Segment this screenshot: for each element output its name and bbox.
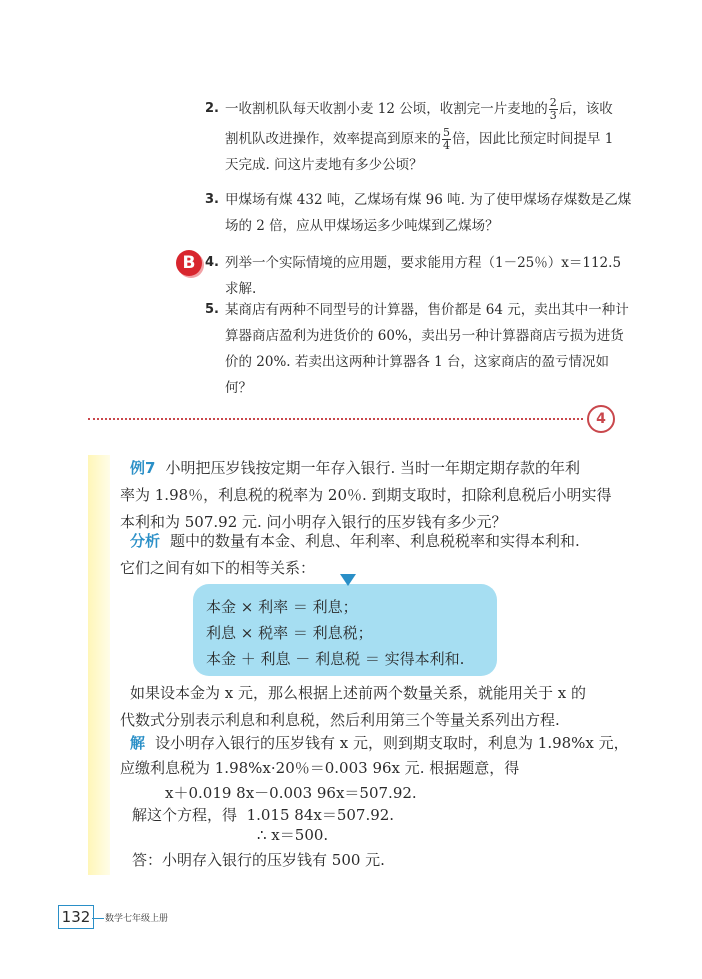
equation: ∴ x＝500. xyxy=(257,826,329,844)
level-b-badge: B xyxy=(176,250,202,276)
margin-highlight xyxy=(88,455,110,875)
example-line: 率为 1.98％，利息税的税率为 20％. 到期支取时，扣除利息税后小明实得 xyxy=(120,486,612,504)
exercise-line: 甲煤场有煤 432 吨，乙煤场有煤 96 吨. 为了使甲煤场存煤数是乙煤 xyxy=(225,192,632,208)
exercise-number: 5. xyxy=(205,302,219,317)
relation-line: 本金 × 利率 ＝ 利息； xyxy=(206,598,358,616)
page-number-tail xyxy=(92,918,104,919)
analysis-line: 题中的数量有本金、利息、年利率、利息税税率和实得本利和. xyxy=(170,532,580,550)
fraction-numerator: 2 xyxy=(549,96,557,109)
explanation-line: 代数式分别表示利息和利息税，然后利用第三个等量关系列出方程. xyxy=(120,711,560,729)
exercise-line: 列举一个实际情境的应用题，要求能用方程（1－25％）x＝112.5 xyxy=(225,255,622,271)
fraction xyxy=(442,127,451,152)
exercise-3 xyxy=(205,187,635,239)
analysis-line: 它们之间有如下的相等关系： xyxy=(120,559,316,577)
exercise-line: 价的 20%. 若卖出这两种计算器各 1 台，这家商店的盈亏情况如何？ xyxy=(225,354,610,396)
solution-line: 设小明存入银行的压岁钱有 x 元，则到期支取时，利息为 1.98%x 元， xyxy=(155,734,629,752)
exercise-line: 求解. xyxy=(225,281,257,297)
exercise-4 xyxy=(205,250,635,302)
solution xyxy=(130,730,630,757)
solution-line: 应缴利息税为 1.98%x·20％＝0.003 96x 元. 根据题意，得 xyxy=(120,759,520,777)
exercise-line: 场的 2 倍，应从甲煤场运多少吨煤到乙煤场？ xyxy=(225,218,499,234)
exercise-number: 4. xyxy=(205,255,219,270)
example-line: 本利和为 507.92 元. 问小明存入银行的压岁钱有多少元？ xyxy=(120,513,507,531)
section-number-badge: 4 xyxy=(587,405,615,433)
example-7 xyxy=(130,455,630,482)
example-label: 例7 xyxy=(130,459,156,477)
explanation-line: 如果设本金为 x 元，那么根据上述前两个数量关系，就能用关于 x 的 xyxy=(130,684,586,702)
exercise-line: 算器商店盈利为进货价的 60%，卖出另一种计算器商店亏损为进货 xyxy=(225,328,624,344)
text: 割机队改进操作，效率提高到原来的 xyxy=(225,131,441,147)
text: 后，该收 xyxy=(558,101,613,117)
fraction-denominator: 3 xyxy=(549,109,557,122)
text: 一收割机队每天收割小麦 12 公顷，收割完一片麦地的 xyxy=(225,101,548,117)
equation-label: 解这个方程，得 xyxy=(132,806,238,824)
exercise-number: 3. xyxy=(205,192,219,207)
exercise-line xyxy=(225,126,635,152)
fraction-denominator: 4 xyxy=(443,139,450,152)
exercise-5 xyxy=(205,297,635,401)
answer: 答：小明存入银行的压岁钱有 500 元. xyxy=(132,851,385,869)
example-line: 小明把压岁钱按定期一年存入银行. 当时一年期定期存款的年利 xyxy=(165,459,580,477)
exercise-2 xyxy=(205,96,635,178)
analysis xyxy=(130,528,630,555)
equation: 1.015 84x＝507.92. xyxy=(246,806,395,824)
exercise-line: 某商店有两种不同型号的计算器，售价都是 64 元，卖出其中一种计 xyxy=(225,302,629,318)
book-title: 数学七年级上册 xyxy=(105,914,169,924)
equation: x＋0.019 8x－0.003 96x＝507.92. xyxy=(165,784,417,802)
exercise-number: 2. xyxy=(205,101,219,116)
page-number: 132 xyxy=(58,905,94,929)
exercise-line: 天完成. 问这片麦地有多少公顷？ xyxy=(225,157,423,173)
text: 倍，因此比预定时间提早 1 xyxy=(452,131,614,147)
relation-line: 利息 × 税率 ＝ 利息税； xyxy=(206,624,373,642)
exercise-line xyxy=(225,96,635,122)
fraction xyxy=(549,97,558,122)
analysis-label: 分析 xyxy=(130,532,161,550)
relation-line: 本金 ＋ 利息 － 利息税 ＝ 实得本利和. xyxy=(206,650,465,668)
fraction-numerator: 5 xyxy=(443,126,450,139)
bubble-pointer xyxy=(340,574,356,586)
section-divider xyxy=(88,418,583,420)
solution-label: 解 xyxy=(130,734,146,752)
